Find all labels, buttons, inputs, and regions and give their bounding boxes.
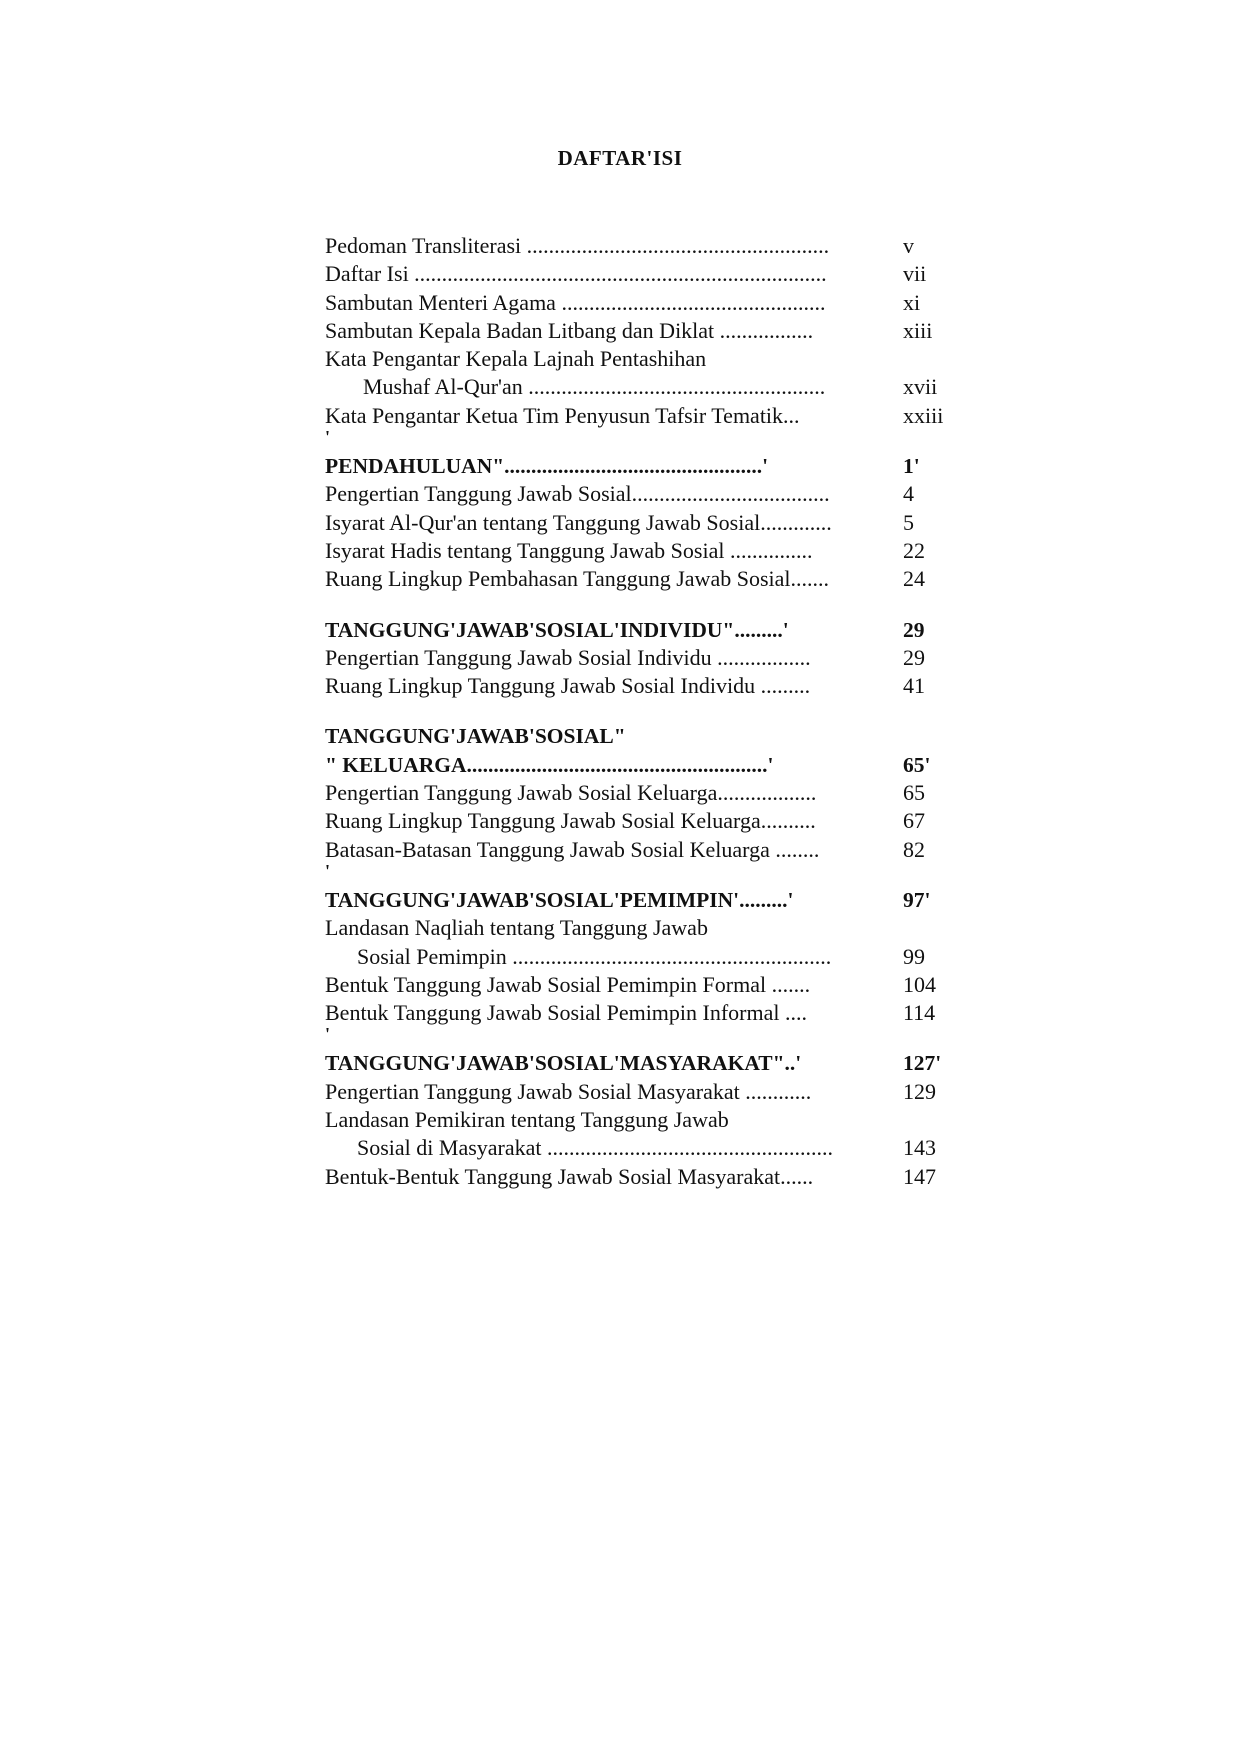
toc-entry-title: Batasan-Batasan Tanggung Jawab Sosial Keluarga ........ (325, 836, 820, 862)
toc-chapter-title: TANGGUNG'JAWAB'SOSIAL'INDIVIDU".........' (325, 617, 789, 642)
toc-entry-title: Mushaf Al-Qur'an ...................................................... (363, 374, 826, 400)
toc-entry-title: Daftar Isi ........................................................................... (325, 261, 827, 287)
toc-chapter[interactable] (325, 1049, 945, 1077)
toc-entry[interactable] (325, 232, 945, 260)
toc-entry-title: Landasan Pemikiran tentang Tanggung Jawab (325, 1107, 729, 1133)
toc-entry-title: Pengertian Tanggung Jawab Sosial.................................... (325, 481, 830, 507)
stray-mark (325, 1024, 945, 1049)
toc-chapter-page: 1' (903, 454, 920, 479)
toc-entry[interactable] (325, 807, 945, 835)
toc-entry-title: Pengertian Tanggung Jawab Sosial Masyarakat ............ (325, 1078, 812, 1104)
toc-entry-page: v (903, 233, 914, 258)
toc-entry[interactable] (325, 509, 945, 537)
toc-entry-title: Bentuk Tanggung Jawab Sosial Pemimpin Formal ....... (325, 971, 811, 997)
toc-entry-page: xxiii (903, 402, 944, 428)
stray-mark (325, 427, 945, 452)
toc-chapter-title: TANGGUNG'JAWAB'SOSIAL" (325, 724, 626, 749)
toc-entry-page: vii (903, 261, 927, 287)
toc-entry-page: 82 (903, 836, 925, 862)
toc-entry-page: 29 (903, 644, 925, 670)
toc-entry-title: Pedoman Transliterasi ....................................................... (325, 233, 830, 258)
toc-chapter[interactable] (325, 452, 945, 480)
toc-entry-page: 4 (903, 481, 914, 507)
toc-entry[interactable] (325, 672, 945, 700)
toc-chapter-title: TANGGUNG'JAWAB'SOSIAL'MASYARAKAT"..' (325, 1051, 802, 1076)
toc-entry-title: Sambutan Kepala Badan Litbang dan Diklat ................. (325, 317, 814, 343)
stray-mark-text: ' (325, 1024, 331, 1045)
toc-entry-page: 65 (903, 780, 925, 806)
toc-entry[interactable] (325, 260, 945, 288)
toc-entry-title: Bentuk-Bentuk Tanggung Jawab Sosial Masyarakat...... (325, 1163, 814, 1189)
toc-entry-page: 99 (903, 943, 925, 969)
toc-entry[interactable] (325, 971, 945, 999)
toc-entry[interactable] (325, 644, 945, 672)
toc-entry[interactable] (325, 1078, 945, 1106)
toc-entry[interactable] (325, 317, 945, 345)
stray-mark-text: ' (325, 427, 331, 448)
toc-entry-title: Sosial Pemimpin .......................................................... (357, 943, 832, 969)
toc-entry-page: xiii (903, 317, 933, 343)
toc-chapter-page: 29 (903, 617, 925, 642)
toc-entry[interactable] (325, 836, 945, 864)
toc-chapter[interactable] (325, 886, 945, 914)
section-gap (325, 594, 945, 616)
toc-entry-title: Sosial di Masyarakat .................................................... (357, 1135, 834, 1161)
toc-entry-title: Ruang Lingkup Pembahasan Tanggung Jawab Sosial....... (325, 566, 829, 592)
stray-mark-text: ' (325, 860, 331, 881)
toc-chapter-title: TANGGUNG'JAWAB'SOSIAL'PEMIMPIN'.........' (325, 887, 794, 912)
page-title: DAFTAR'ISI (557, 146, 683, 170)
toc-entry[interactable] (325, 480, 945, 508)
toc-entry-page: 143 (903, 1135, 936, 1161)
toc-chapter[interactable] (325, 616, 945, 644)
toc-entry-title: Isyarat Al-Qur'an tentang Tanggung Jawab Sosial............. (325, 509, 832, 535)
toc-entry[interactable] (325, 373, 945, 401)
toc-chapter[interactable] (325, 722, 945, 750)
toc-chapter-page: 127' (903, 1051, 942, 1076)
toc-entry-page: 147 (903, 1163, 936, 1189)
toc-entry[interactable] (325, 1106, 945, 1134)
toc-entry-title: Kata Pengantar Ketua Tim Penyusun Tafsir Tematik... (325, 402, 800, 428)
toc-chapter-page: 65' (903, 752, 931, 777)
section-gap (325, 700, 945, 722)
toc-entry-title: Pengertian Tanggung Jawab Sosial Individu ................. (325, 644, 811, 670)
toc-entry-title: Ruang Lingkup Tanggung Jawab Sosial Keluarga.......... (325, 808, 816, 834)
toc-entry[interactable] (325, 999, 945, 1027)
toc-entry[interactable] (325, 779, 945, 807)
toc-entry[interactable] (325, 1134, 945, 1162)
toc-entry-page: 104 (903, 971, 936, 997)
toc-entry-page: xvii (903, 374, 938, 400)
toc-entry-page: xi (903, 289, 921, 315)
toc-entry-page: 114 (903, 1000, 936, 1026)
toc-entry-page: 22 (903, 537, 925, 563)
toc-chapter-title: " KELUARGA........................................................' (325, 752, 774, 777)
toc-entry-title: Bentuk Tanggung Jawab Sosial Pemimpin Informal .... (325, 1000, 808, 1026)
toc-entry-title: Ruang Lingkup Tanggung Jawab Sosial Individu ......... (325, 673, 811, 699)
toc-entry[interactable] (325, 345, 945, 373)
toc-chapter-title: PENDAHULUAN"................................................' (325, 454, 769, 479)
toc-entry-page: 67 (903, 808, 925, 834)
toc-entry[interactable] (325, 402, 945, 430)
toc-entry-title: Kata Pengantar Kepala Lajnah Pentashihan (325, 346, 707, 372)
toc-entry-title: Pengertian Tanggung Jawab Sosial Keluarga.................. (325, 780, 817, 806)
toc-entry-page: 41 (903, 673, 925, 699)
toc-chapter[interactable] (325, 751, 945, 779)
toc-entry[interactable] (325, 1163, 945, 1191)
toc-entry[interactable] (325, 914, 945, 942)
table-of-contents (325, 232, 945, 1191)
toc-entry-page: 5 (903, 509, 914, 535)
toc-entry-page: 129 (903, 1078, 936, 1104)
toc-entry[interactable] (325, 537, 945, 565)
toc-entry-title: Isyarat Hadis tentang Tanggung Jawab Sosial ............... (325, 537, 813, 563)
toc-entry[interactable] (325, 565, 945, 593)
toc-entry[interactable] (325, 289, 945, 317)
toc-chapter-page: 97' (903, 887, 931, 912)
toc-entry-title: Sambutan Menteri Agama ................................................ (325, 289, 826, 315)
toc-entry-page: 24 (903, 566, 925, 592)
stray-mark (325, 860, 945, 886)
toc-entry[interactable] (325, 943, 945, 971)
toc-entry-title: Landasan Naqliah tentang Tanggung Jawab (325, 915, 708, 941)
